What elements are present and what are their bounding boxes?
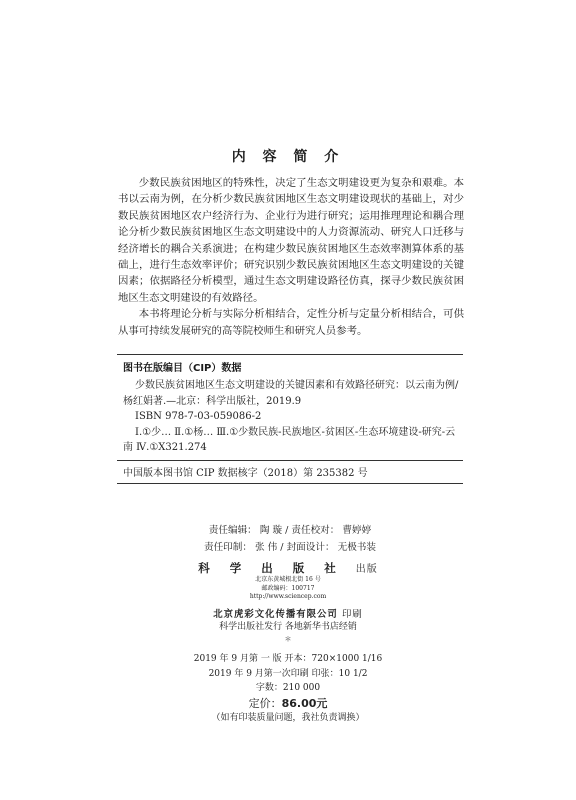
printer-name: 北京虎彩文化传播有限公司 bbox=[213, 608, 338, 620]
page-title: 内 容 简 介 bbox=[231, 149, 345, 165]
publisher-suffix: 出版 bbox=[355, 564, 378, 575]
publisher-name bbox=[0, 560, 576, 576]
star-mark: ＊ bbox=[284, 634, 292, 643]
abstract bbox=[118, 175, 464, 339]
publisher-address: 北京东黄城根北街 16 号 bbox=[255, 576, 321, 583]
cip-number: 中国版本图书馆 CIP 数据核字（2018）第 235382 号 bbox=[123, 467, 368, 479]
publisher-url: http://www.sciencep.com bbox=[249, 593, 327, 600]
price-label: 定价： bbox=[248, 696, 282, 710]
editors-block bbox=[117, 522, 463, 556]
publisher-name-text: 科 学 出 版 社 bbox=[198, 561, 344, 575]
cip-bottom-rule bbox=[117, 483, 463, 484]
cip-classification: Ⅰ.①少… Ⅱ.①杨… Ⅲ.①少数民族-民族地区-贫困区-生态环境建设-研究-云南 Ⅳ.①X321.274 bbox=[123, 426, 456, 453]
cip-middle-rule bbox=[117, 460, 463, 461]
publisher-postcode: 邮政编码：100717 bbox=[261, 584, 315, 592]
cip-heading: 图书在版编目（CIP）数据 bbox=[123, 363, 242, 374]
printer-line bbox=[0, 606, 576, 620]
editor-row-2: 责任印制： 张 伟 / 封面设计： 无极书装 bbox=[204, 542, 376, 553]
cip-isbn: ISBN 978-7-03-059086-2 bbox=[135, 411, 262, 422]
distribution-line: 科学出版社发行 各地新华书店经销 bbox=[219, 621, 357, 632]
cip-block bbox=[117, 354, 463, 484]
cip-body bbox=[117, 378, 463, 456]
edition-line-1: 2019 年 9 月第 一 版 开本：720×1000 1/16 bbox=[193, 654, 383, 664]
quality-note: （如有印装质量问题，我社负责调换） bbox=[211, 713, 365, 723]
abstract-paragraph-1: 少数民族贫困地区的特殊性，决定了生态文明建设更为复杂和艰难。本书以云南为例，在分析少数民族贫困地区生态文明建设现状的基础上，对少数民族贫困地区农户经济行为、企业行为进行研究；运用推理理论和耦合理论分析少数民族贫困地区生态文明建设中的人力资源流动、研究人口迁移与经济增长的耦合关系演进；在构建少数民族贫困地区生态效率测算体系的基础上，进行生态效率评价；研究识别少数民族贫困地区生态文明建设的关键因素；依据路径分析模型，通过生态文明建设路径仿真，探寻少数民族贫困地区生态文明建设的有效路径。 bbox=[118, 177, 464, 304]
printer-suffix: 印刷 bbox=[342, 608, 363, 620]
price-value: 86.00元 bbox=[281, 696, 328, 710]
abstract-paragraph-2: 本书将理论分析与实际分析相结合，定性分析与定量分析相结合，可供从事可持续发展研究的高等院校师生和研究人员参考。 bbox=[118, 308, 464, 337]
edition-line-2: 2019 年 9 月第一次印刷 印张：10 1/2 bbox=[208, 668, 368, 679]
edition-line-3: 字数：210 000 bbox=[255, 683, 321, 693]
cip-top-rule bbox=[117, 354, 463, 355]
price-line bbox=[0, 697, 576, 712]
edition-block bbox=[0, 652, 576, 726]
cip-title-line: 少数民族贫困地区生态文明建设的关键因素和有效路径研究：以云南为例/杨红娟著.—北京：科学出版社，2019.9 bbox=[123, 380, 459, 407]
publisher-block bbox=[0, 560, 576, 644]
editor-row-1: 责任编辑： 陶 璇 / 责任校对： 曹婷婷 bbox=[208, 525, 372, 536]
